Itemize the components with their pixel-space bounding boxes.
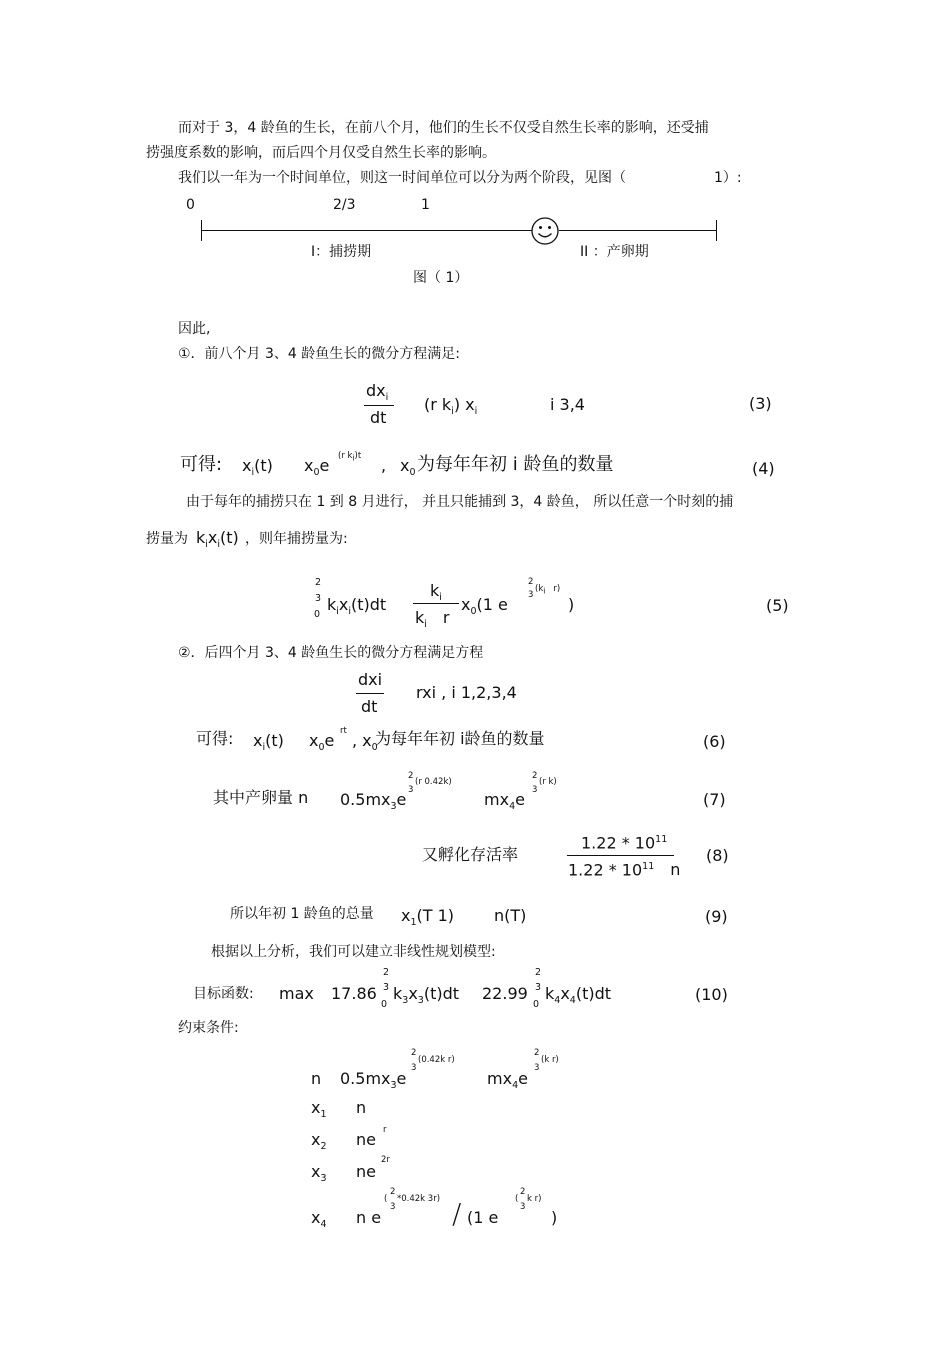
eq9-lhs: $x_1(T$ 1) [401, 906, 455, 929]
constraint-1-exp-2: (k r) [541, 1055, 559, 1065]
para-1-line-2: 捞强度系数的影响，而后四个月仅受自然生长率的影响。 [146, 145, 496, 161]
catch-paragraph-line-2-b: ，则年捕捞量为: [245, 531, 348, 547]
eq3-denominator: dt [370, 408, 387, 427]
eq7-exp-2-den: 3 [532, 785, 538, 795]
constraint-1-exp-2-num: 2 [534, 1048, 540, 1058]
eq10-lower-1: 0 [381, 999, 388, 1010]
eq9-rhs: n(T) [494, 906, 527, 925]
eq6-description: 为每年年初 i龄鱼的数量 [375, 729, 545, 748]
catch-paragraph-line-1: 由于每年的捕捞只在 1 到 8 月进行， 并且只能捕到 3，4 龄鱼， 所以任意一个时刻的捕 [186, 494, 734, 510]
eq6-label: (6) [703, 732, 726, 751]
constraint-3-exp: r [383, 1125, 387, 1135]
constraint-5-close: ) [551, 1208, 558, 1227]
constraint-5-exp-1-den: 3 [390, 1202, 396, 1212]
eq5-denominator: $k_i$ r [415, 608, 450, 631]
constraint-1-exp-2-den: 3 [534, 1063, 540, 1073]
eq6-lhs: $x_i(t)$ [253, 731, 284, 754]
constraint-3-rhs: ne [356, 1130, 376, 1149]
eq4-comma: , [381, 456, 387, 475]
timeline-start-tick [201, 220, 202, 241]
ode2-rhs: rxi , i 1,2,3,4 [416, 683, 517, 702]
eq7-lead: 其中产卵量 n [213, 788, 309, 807]
eq6-exponent: rt [340, 726, 347, 736]
timeline-axis-left [201, 230, 532, 231]
eq10-upper-2-den: 3 [535, 982, 542, 993]
smiley-face-icon [530, 216, 560, 246]
eq4-description: 为每年年初 i 龄鱼的数量 [417, 454, 614, 475]
item-2-heading: ②．后四个月 3、4 龄鱼生长的微分方程满足方程 [178, 645, 484, 661]
constraint-5-lhs: $x_4$ [311, 1208, 327, 1231]
eq3-condition: i 3,4 [550, 395, 585, 414]
constraint-3-lhs: $x_2$ [311, 1130, 327, 1153]
eq3-label: (3) [749, 394, 772, 413]
constraint-1-exp-1-num: 2 [411, 1048, 417, 1058]
phase-label-spawn: II ：产卵期 [580, 244, 649, 260]
eq10-integrand-2: $k_4x_4(t)dt$ [545, 984, 612, 1007]
para-1-line-1: 而对于 3，4 龄鱼的生长，在前八个月，他们的生长不仅受自然生长率的影响，还受捕 [178, 120, 709, 136]
eq7-exp-1: (r 0.42k) [415, 777, 452, 787]
constraint-1-n: n [311, 1069, 322, 1088]
para-2: 我们以一年为一个时间单位，则这一时间单位可以分为两个阶段，见图（ [178, 170, 626, 186]
tick-label-0: 0 [186, 197, 195, 213]
constraint-5-exp-2: k r) [527, 1194, 542, 1204]
objective-label: 目标函数: [193, 986, 254, 1002]
timeline-axis-right [559, 230, 716, 231]
eq8-fraction-bar [567, 855, 674, 856]
constraint-1-term-2: $mx_4e$ [487, 1069, 528, 1092]
eq7-exp-2: (r k) [539, 777, 557, 787]
constraint-5-slash: / [452, 1197, 462, 1230]
therefore-text: 因此, [178, 321, 211, 337]
figure-caption: 图（ 1） [413, 270, 469, 286]
eq5-close: ) [568, 595, 575, 614]
eq7-exp-2-num: 2 [532, 771, 538, 781]
eq9-lead: 所以年初 1 龄鱼的总量 [230, 906, 374, 922]
eq4-rhs: $x_0e$ [304, 456, 330, 479]
ode2-denominator: dt [361, 697, 378, 716]
eq3-numerator: $dx_i$ [366, 381, 389, 404]
constraint-4-lhs: $x_3$ [311, 1162, 327, 1185]
constraint-5-exp-1-num: 2 [390, 1187, 396, 1197]
constraint-4-exp: 2r [381, 1155, 390, 1165]
eq8-label: (8) [706, 846, 729, 865]
eq6-lead: 可得: [196, 729, 234, 748]
figure-ref: 1）: [714, 170, 742, 186]
eq4-lhs: $x_i(t)$ [242, 456, 273, 479]
analysis-text: 根据以上分析，我们可以建立非线性规划模型: [211, 944, 496, 960]
eq5-integrand: $k_ix_i(t)dt$ [327, 595, 387, 618]
constraint-5-denominator: (1 e [467, 1208, 499, 1227]
eq6-tail: , $x_0$ [352, 731, 378, 754]
eq7-exp-1-den: 3 [408, 785, 414, 795]
eq7-exp-1-num: 2 [408, 771, 414, 781]
constraint-1-term-1: $0.5mx_3e$ [340, 1069, 407, 1092]
eq7-term-2: $mx_4e$ [484, 790, 525, 813]
eq7-label: (7) [703, 790, 726, 809]
eq8-lead: 又孵化存活率 [422, 845, 519, 864]
eq10-label: (10) [695, 985, 728, 1004]
constraint-5-exp-1-open: ( [384, 1194, 388, 1204]
constraint-5-exp-2-den: 3 [520, 1202, 526, 1212]
eq8-denominator: $1.22 * 10^{11}$ n [568, 860, 681, 880]
constraint-1-exp-1: (0.42k r) [418, 1055, 455, 1065]
timeline-end-tick [716, 220, 717, 241]
catch-paragraph-line-2-a: 捞量为 [146, 531, 188, 547]
eq10-upper-2-num: 2 [535, 967, 542, 978]
eq5-upper-limit-num: 2 [315, 577, 322, 588]
phase-label-catch: I：捕捞期 [311, 244, 372, 260]
eq5-lower-limit: 0 [314, 609, 321, 620]
eq5-exponent: ($k_i$ r) [535, 584, 561, 596]
constraint-2-rhs: n [356, 1098, 367, 1117]
eq10-coef-1: 17.86 [331, 984, 377, 1003]
eq3-rhs: (r $k_i$) $x_i$ [424, 395, 478, 418]
constraint-5-exp-1: *0.42k 3r) [397, 1194, 441, 1204]
eq10-max: max [279, 984, 314, 1003]
eq6-rhs: $x_0e$ [309, 731, 335, 754]
eq5-exp-frac-num: 2 [528, 577, 534, 587]
eq10-coef-2: 22.99 [482, 984, 528, 1003]
eq5-exp-frac-den: 3 [528, 590, 534, 600]
eq7-term-1: $0.5mx_3e$ [340, 790, 407, 813]
eq3-fraction-bar [364, 405, 394, 406]
ode2-numerator: dxi [358, 670, 383, 689]
eq5-rhs: $x_0(1$ e [461, 595, 508, 618]
tick-label-1: 1 [421, 197, 430, 213]
eq10-lower-2: 0 [533, 999, 540, 1010]
eq4-label: (4) [752, 459, 775, 478]
eq9-label: (9) [705, 907, 728, 926]
eq4-exponent: (r $k_i)t$ [338, 451, 362, 463]
eq10-integrand-1: $k_3x_3(t)dt$ [393, 984, 460, 1007]
item-1-heading: ①．前八个月 3、4 龄鱼生长的微分方程满足: [178, 346, 460, 362]
eq4-desc-x0: $x_0$ [400, 456, 416, 479]
catch-amount-expression: $k_ix_i(t)$ [196, 528, 239, 551]
eq5-numerator: $k_i$ [430, 581, 442, 604]
eq5-upper-limit-den: 3 [315, 593, 322, 604]
constraint-4-rhs: ne [356, 1162, 376, 1181]
constraint-5-exp-2-num: 2 [520, 1187, 526, 1197]
constraints-label: 约束条件: [178, 1020, 239, 1036]
eq10-upper-1-den: 3 [383, 982, 390, 993]
eq5-fraction-bar [413, 603, 459, 604]
ode2-fraction-bar [356, 693, 384, 694]
constraint-2-lhs: $x_1$ [311, 1098, 327, 1121]
constraint-5-rhs: n e [356, 1208, 382, 1227]
eq10-upper-1-num: 2 [383, 967, 390, 978]
eq8-numerator: $1.22 * 10^{11}$ [581, 833, 668, 853]
constraint-1-exp-1-den: 3 [411, 1063, 417, 1073]
constraint-5-exp-2-open: ( [515, 1194, 519, 1204]
eq4-lead: 可得: [180, 454, 223, 475]
eq5-label: (5) [766, 596, 789, 615]
tick-label-2-3: 2/3 [333, 197, 356, 213]
